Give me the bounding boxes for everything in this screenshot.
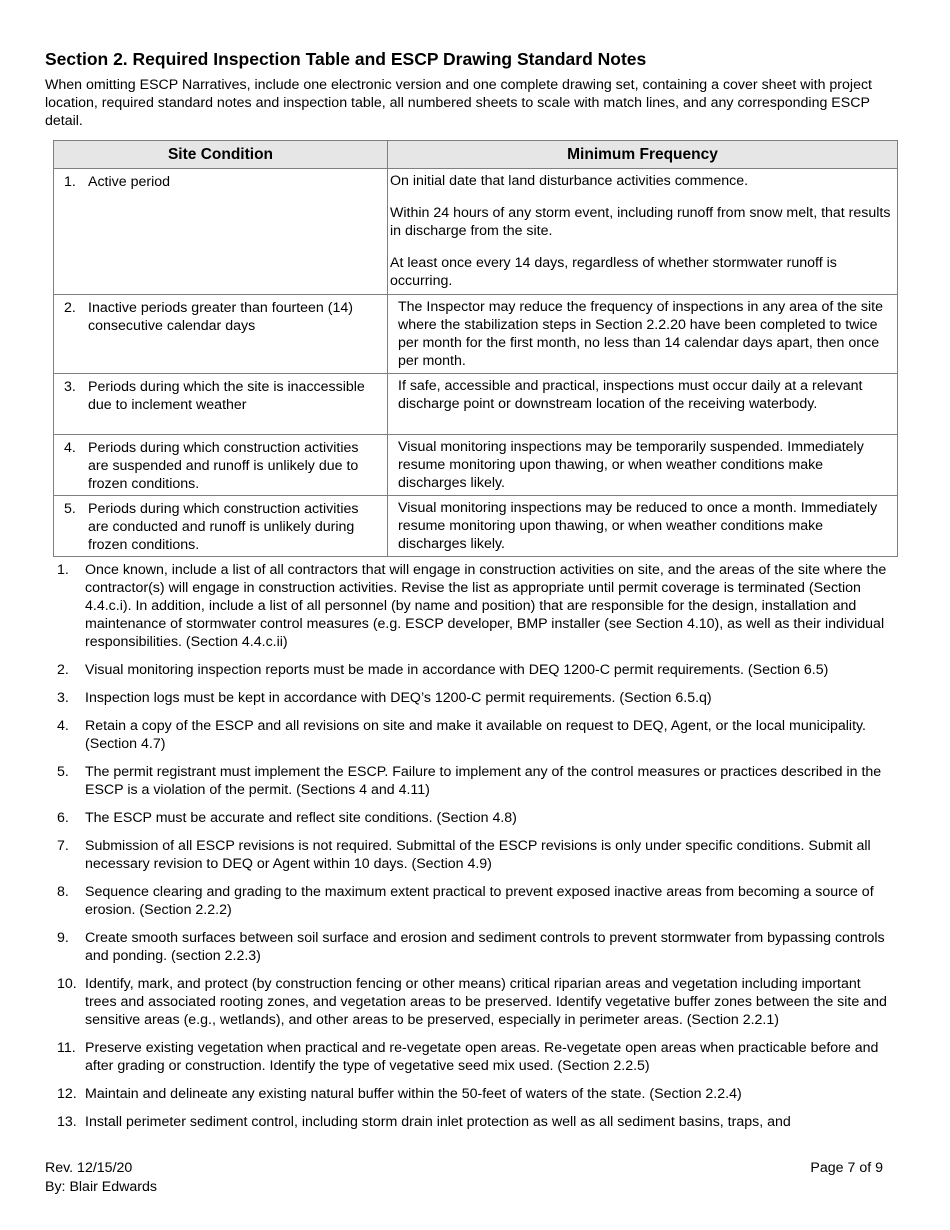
note-text: Visual monitoring inspection reports must be made in accordance with DEQ 1200-C permit requirements. (Section 6.5) bbox=[85, 662, 829, 678]
revision-date: Rev. 12/15/20 bbox=[45, 1160, 133, 1176]
author: By: Blair Edwards bbox=[45, 1179, 157, 1195]
note-number: 13. bbox=[57, 1114, 77, 1130]
list-item bbox=[45, 883, 903, 919]
site-condition: Periods during which the site is inaccessible due to inclement weather bbox=[88, 379, 365, 413]
minimum-frequency: Within 24 hours of any storm event, including runoff from snow melt, that results in discharge from the site. bbox=[390, 205, 891, 239]
site-condition: Inactive periods greater than fourteen (14) consecutive calendar days bbox=[88, 300, 353, 334]
row-number: 2. bbox=[64, 300, 76, 316]
table-header-row bbox=[54, 141, 898, 169]
note-number: 12. bbox=[57, 1086, 77, 1102]
document-page bbox=[45, 48, 903, 1141]
note-text: Submission of all ESCP revisions is not required. Submittal of the ESCP revisions is only under specific conditions. Submit all necessary revision to DEQ or Agent within 10 days. (Section 4.9) bbox=[85, 838, 871, 872]
row-number: 1. bbox=[64, 174, 76, 190]
note-number: 1. bbox=[57, 562, 69, 578]
section-title: Section 2. Required Inspection Table and ESCP Drawing Standard Notes bbox=[45, 49, 647, 69]
table-row bbox=[54, 295, 898, 374]
table-row bbox=[54, 435, 898, 496]
site-condition: Periods during which construction activities are conducted and runoff is unlikely during frozen conditions. bbox=[88, 501, 359, 553]
note-number: 2. bbox=[57, 662, 69, 678]
table-row bbox=[54, 496, 898, 557]
note-text: Once known, include a list of all contractors that will engage in construction activities on site, and the areas of the site where the contractor(s) will engage in construction activities. Revise the list as appropriate until permit coverage is terminated (Section 4.4.c.i). In addition, include a list of all personnel (by name and position) that are responsible for the design, installation and maintenance of stormwater control measures (e.g. ESCP developer, BMP installer (see Section 4.10), as well as their individual responsibilities. (Section 4.4.c.ii) bbox=[85, 562, 887, 650]
page-footer bbox=[45, 1159, 883, 1197]
row-number: 4. bbox=[64, 440, 76, 456]
table-row bbox=[54, 169, 898, 295]
note-text: Create smooth surfaces between soil surface and erosion and sediment controls to prevent stormwater from bypassing controls and ponding. (section 2.2.3) bbox=[85, 930, 885, 964]
note-text: Inspection logs must be kept in accordance with DEQ’s 1200-C permit requirements. (Section 6.5.q) bbox=[85, 690, 712, 706]
header-site-condition: Site Condition bbox=[54, 141, 388, 169]
table-row bbox=[54, 374, 898, 435]
site-condition: Periods during which construction activities are suspended and runoff is unlikely due to frozen conditions. bbox=[88, 440, 359, 492]
note-text: Retain a copy of the ESCP and all revisions on site and make it available on request to DEQ, Agent, or the local municipality. (Section 4.7) bbox=[85, 718, 867, 752]
note-text: Maintain and delineate any existing natural buffer within the 50-feet of waters of the state. (Section 2.2.4) bbox=[85, 1086, 742, 1102]
note-number: 10. bbox=[57, 976, 77, 992]
note-number: 3. bbox=[57, 690, 69, 706]
minimum-frequency: Visual monitoring inspections may be reduced to once a month. Immediately resume monitoring upon thawing, or when weather conditions make discharges likely. bbox=[398, 500, 878, 552]
list-item bbox=[45, 929, 903, 965]
note-text: The permit registrant must implement the ESCP. Failure to implement any of the control measures or practices described in the ESCP is a violation of the permit. (Sections 4 and 4.11) bbox=[85, 764, 882, 798]
list-item bbox=[45, 661, 903, 679]
note-number: 9. bbox=[57, 930, 69, 946]
list-item bbox=[45, 975, 903, 1029]
header-minimum-frequency: Minimum Frequency bbox=[388, 141, 898, 169]
note-text: Preserve existing vegetation when practical and re-vegetate open areas. Re-vegetate open areas when practicable before and after grading or construction. Identify the type of vegetative seed mix used. (Section 2.2.5) bbox=[85, 1040, 879, 1074]
list-item bbox=[45, 763, 903, 799]
row-number: 5. bbox=[64, 501, 76, 517]
note-text: The ESCP must be accurate and reflect site conditions. (Section 4.8) bbox=[85, 810, 517, 826]
list-item bbox=[45, 1085, 903, 1103]
minimum-frequency: Visual monitoring inspections may be temporarily suspended. Immediately resume monitoring upon thawing, or when weather conditions make discharges likely. bbox=[398, 439, 864, 491]
note-number: 8. bbox=[57, 884, 69, 900]
row-number: 3. bbox=[64, 379, 76, 395]
note-text: Identify, mark, and protect (by construction fencing or other means) critical riparian areas and vegetation including important trees and associated rooting zones, and vegetation areas to be preserved. Identify vegetative buffer zones between the site and sensitive areas (e.g., wetlands), and other areas to be preserved, especially in perimeter areas. (Section 2.2.1) bbox=[85, 976, 887, 1028]
note-number: 11. bbox=[57, 1040, 76, 1056]
note-number: 7. bbox=[57, 838, 69, 854]
minimum-frequency: If safe, accessible and practical, inspections must occur daily at a relevant discharge point or downstream location of the receiving waterbody. bbox=[398, 378, 863, 412]
list-item bbox=[45, 689, 903, 707]
minimum-frequency: At least once every 14 days, regardless of whether stormwater runoff is occurring. bbox=[390, 255, 837, 289]
inspection-table bbox=[53, 140, 898, 557]
list-item bbox=[45, 809, 903, 827]
note-number: 5. bbox=[57, 764, 69, 780]
page-number: Page 7 of 9 bbox=[810, 1160, 883, 1176]
intro-paragraph: When omitting ESCP Narratives, include one electronic version and one complete drawing set, containing a cover sheet with project location, required standard notes and inspection table, all numbered sheets to scale with match lines, and any corresponding ESCP detail. bbox=[45, 77, 872, 129]
note-text: Install perimeter sediment control, including storm drain inlet protection as well as all sediment basins, traps, and bbox=[85, 1114, 791, 1130]
minimum-frequency: On initial date that land disturbance activities commence. bbox=[390, 173, 749, 189]
list-item bbox=[45, 1113, 903, 1131]
list-item bbox=[45, 717, 903, 753]
note-text: Sequence clearing and grading to the maximum extent practical to prevent exposed inactive areas from becoming a source of erosion. (Section 2.2.2) bbox=[85, 884, 874, 918]
list-item bbox=[45, 1039, 903, 1075]
list-item bbox=[45, 561, 903, 651]
list-item bbox=[45, 837, 903, 873]
standard-notes-list bbox=[45, 561, 903, 1131]
note-number: 4. bbox=[57, 718, 69, 734]
site-condition: Active period bbox=[88, 174, 171, 190]
note-number: 6. bbox=[57, 810, 69, 826]
minimum-frequency: The Inspector may reduce the frequency of inspections in any area of the site where the stabilization steps in Section 2.2.20 have been completed to twice per month for the first month, no less than 14 calendar days apart, then once per month. bbox=[398, 299, 884, 369]
